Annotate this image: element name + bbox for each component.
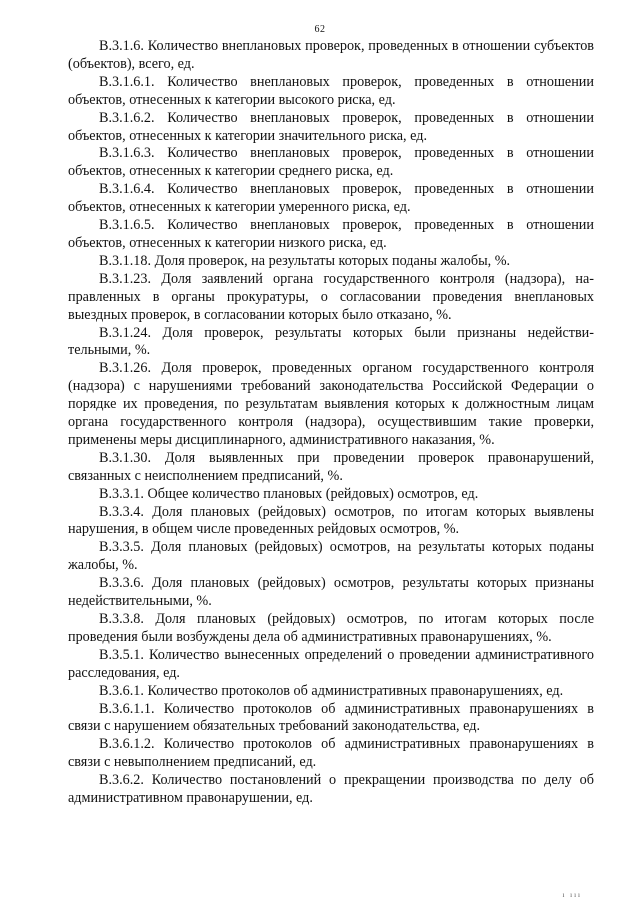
paragraph-b-3-6-1-1: В.3.6.1.1. Количество протоколов об административных правонарушениях в связи с нарушением обязательных требований законодательства, ед.	[68, 700, 594, 735]
paragraph-b-3-3-1: В.3.3.1. Общее количество плановых (рейдовых) осмотров, ед.	[99, 485, 479, 502]
paragraph-b-3-5-1: В.3.5.1. Количество вынесенных определений о проведении административного расследования, ед.	[68, 646, 594, 681]
paragraph-b-3-6-1-2: В.3.6.1.2. Количество протоколов об административных правонарушениях в связи с невыполнением предписаний, ед.	[68, 736, 594, 771]
paragraph-b-3-1-6-4: В.3.1.6.4. Количество внеплановых проверок, проведенных в отношении объектов, отнесенных к категории умеренного риска, ед.	[68, 181, 594, 216]
paragraph-b-3-1-6: В.3.1.6. Количество внеплановых проверок, проведенных в отношении субъектов (объектов), всего, ед.	[68, 38, 594, 72]
paragraph-b-3-3-5: В.3.3.5. Доля плановых (рейдовых) осмотров, на результаты которых поданы жалобы, %.	[68, 539, 594, 574]
paragraph-b-3-1-23: В.3.1.23. Доля заявлений органа государственного контроля (надзора), направленных в органы прокуратуры, о согласовании проведения внеплановых выездных проверок, в согласовании которых было отказано, %.	[68, 270, 594, 323]
paragraph-b-3-1-6-5: В.3.1.6.5. Количество внеплановых проверок, проведенных в отношении объектов, отнесенных к категории низкого риска, ед.	[68, 217, 594, 251]
paragraph-b-3-1-30: В.3.1.30. Доля выявленных при проведении проверок правонарушений, связанных с неисполнением предписаний, %.	[68, 449, 594, 484]
paragraph-b-3-1-6-3: В.3.1.6.3. Количество внеплановых проверок, проведенных в отношении объектов, отнесенных к категории среднего риска, ед.	[68, 145, 594, 180]
page-body	[68, 38, 594, 808]
paragraph-b-3-3-6: В.3.3.6. Доля плановых (рейдовых) осмотров, результаты которых признаны недействительными, %.	[68, 575, 594, 610]
paragraph-b-3-1-18: В.3.1.18. Доля проверок, на результаты которых поданы жалобы, %.	[99, 252, 511, 269]
scan-corner-mark: ı ııı	[562, 891, 582, 899]
paragraph-b-3-1-6-1: В.3.1.6.1. Количество внеплановых проверок, проведенных в отношении объектов, отнесенных к категории высокого риска, ед.	[68, 73, 594, 108]
paragraph-b-3-3-8: В.3.3.8. Доля плановых (рейдовых) осмотров, по итогам которых после проведения были возбуждены дела об административных правонарушениях, %.	[68, 611, 594, 645]
paragraph-b-3-6-1: В.3.6.1. Количество протоколов об административных правонарушениях, ед.	[99, 682, 564, 699]
page-number: 62	[314, 24, 326, 35]
paragraph-b-3-3-4: В.3.3.4. Доля плановых (рейдовых) осмотров, по итогам которых выявлены нарушения, в общем числе проведенных рейдовых осмотров, %.	[68, 503, 594, 538]
paragraph-b-3-1-6-2: В.3.1.6.2. Количество внеплановых проверок, проведенных в отношении объектов, отнесенных к категории значительного риска, ед.	[68, 109, 594, 144]
paragraph-b-3-1-24: В.3.1.24. Доля проверок, результаты которых были признаны недействительными, %.	[68, 324, 594, 359]
paragraph-b-3-1-26: В.3.1.26. Доля проверок, проведенных органом государственного контроля (надзора) с нарушениями требований законодательства Российской Федерации о порядке их проведения, по результатам выявления которых к должностным лицам органа государственного контроля (надзора), осуществившим такие проверки, применены меры дисциплинарного, административного наказания, %.	[68, 360, 594, 448]
paragraph-b-3-6-2: В.3.6.2. Количество постановлений о прекращении производства по делу об административном правонарушении, ед.	[68, 772, 594, 807]
